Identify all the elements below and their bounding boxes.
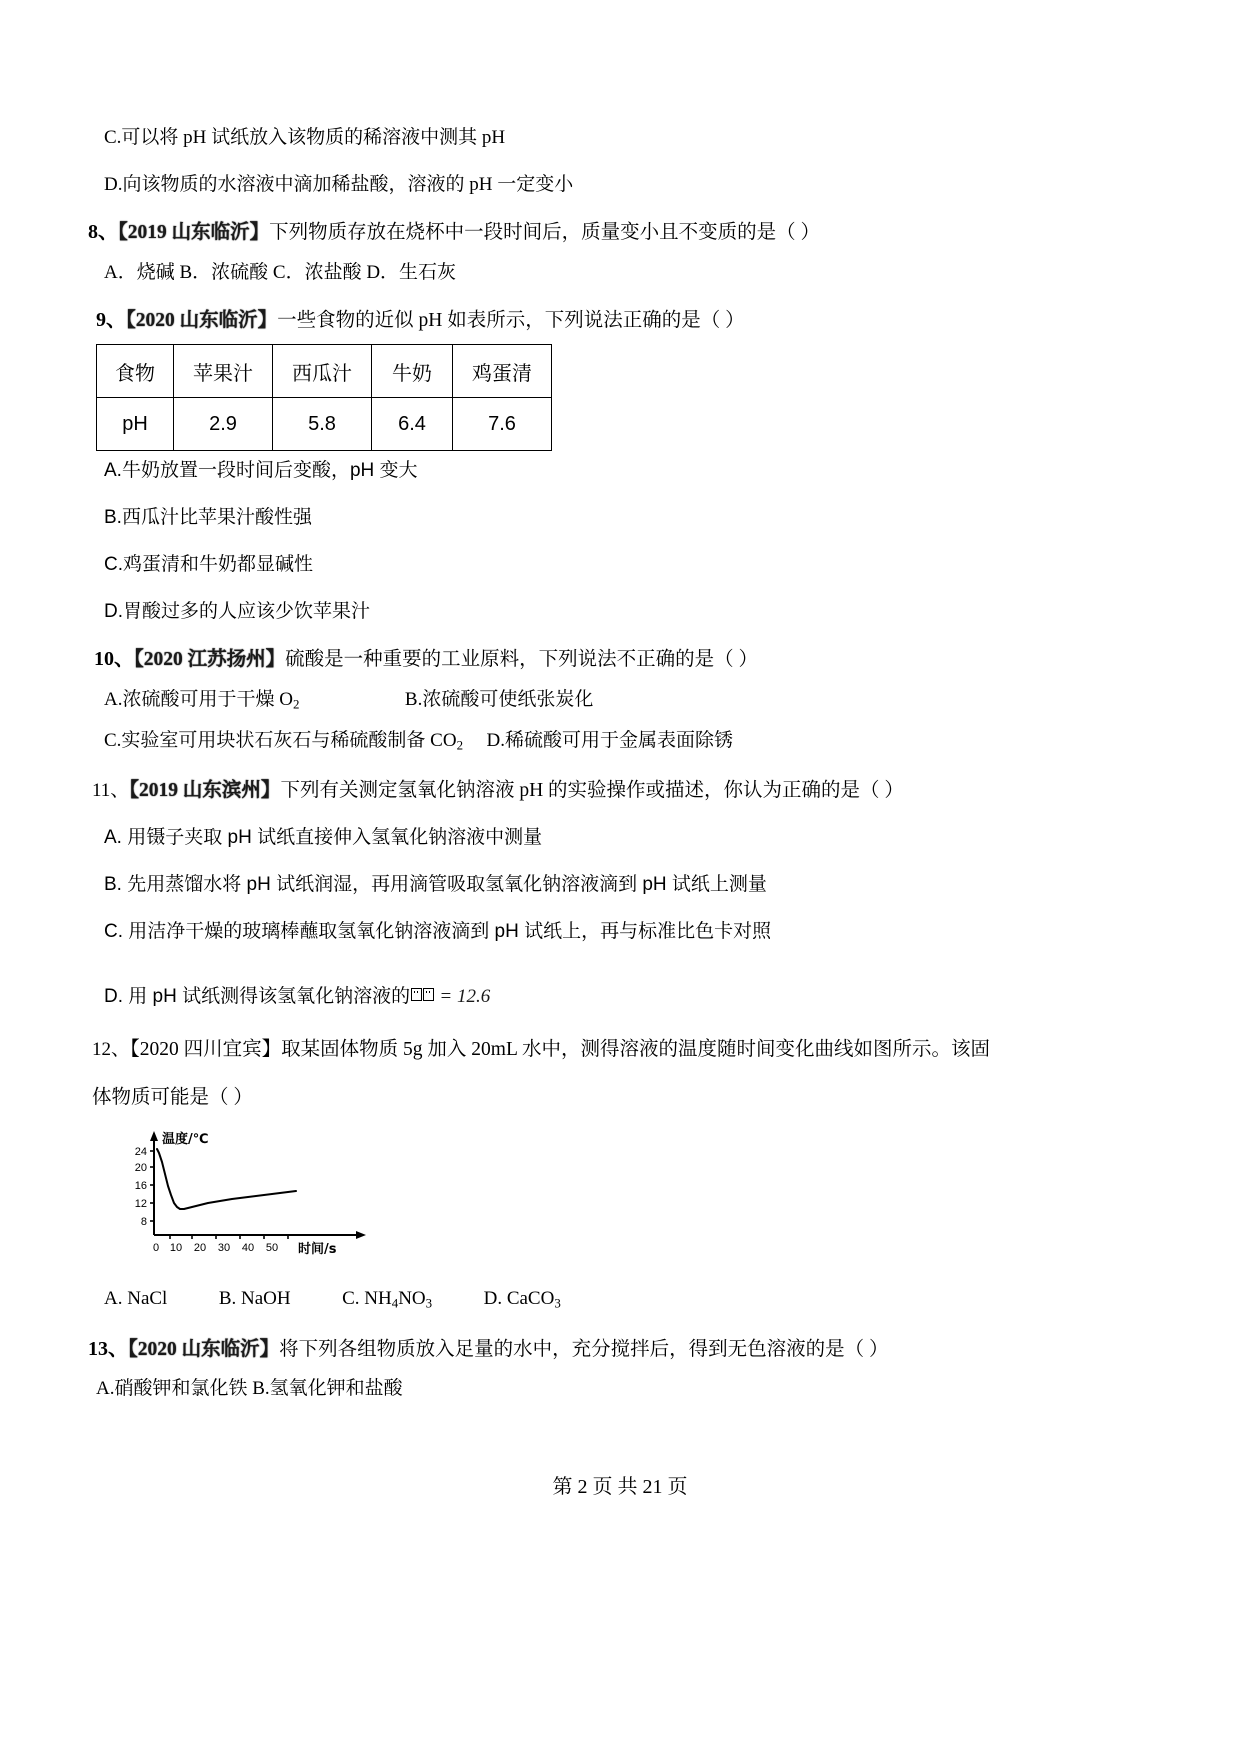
question-12-stem-line-1	[88, 1040, 1158, 1060]
question-10-number: 10、	[94, 648, 134, 670]
missing-glyph-icon-2	[423, 988, 434, 1001]
question-9-text: 一些食物的近似 pH 如表所示，下列说法正确的是（ ）	[277, 309, 745, 331]
svg-text:8: 8	[140, 1216, 147, 1229]
table-row-ph	[97, 398, 552, 451]
svg-text:12: 12	[134, 1198, 147, 1211]
question-8-source: 【2019 山东临沂】	[118, 222, 270, 243]
question-13-number: 13、	[88, 1337, 128, 1360]
page-footer: 第 2 页 共 21 页	[552, 1476, 688, 1498]
question-11-option-d-value: = 12.6	[439, 986, 491, 1008]
table-cell-ph-2: 6.4	[372, 398, 453, 451]
question-9-option-d: D.胃酸过多的人应该少饮苹果汁	[104, 601, 371, 622]
question-10-option-a: A.浓硫酸可用于干燥 $O_2$	[104, 688, 300, 712]
question-11-option-b: B. 先用蒸馏水将 pH 试纸润湿，再用滴管吸取氢氧化钠溶液滴到 pH 试纸上测量	[104, 874, 767, 896]
page-content	[88, 128, 1158, 1398]
question-11-option-a: A. 用镊子夹取 pH 试纸直接伸入氢氧化钠溶液中测量	[104, 827, 543, 849]
question-12-option-b: B. NaOH	[218, 1288, 291, 1310]
question-9-option-c: C.鸡蛋清和牛奶都显碱性	[104, 554, 314, 575]
question-12-text-1: 取某固体物质 5g 加入 20mL 水中，测得溶液的温度随时间变化曲线如图所示。该固	[281, 1039, 991, 1061]
question-8-options: A．烧碱 B．浓硫酸 C．浓盐酸 D．生石灰	[104, 261, 457, 283]
question-12-option-c: C. $NH_4NO_3$	[342, 1288, 433, 1311]
question-13-source: 【2020 山东临沂】	[128, 1338, 280, 1360]
svg-text:时间/s: 时间/s	[298, 1242, 337, 1258]
subscript-co2: 2	[456, 737, 464, 753]
subscript-no3: 3	[425, 1295, 433, 1311]
table-cell-food-2: 牛奶	[372, 345, 453, 398]
question-11-source: 【2019 山东滨州】	[129, 779, 281, 801]
svg-text:10: 10	[169, 1242, 183, 1255]
table-header-ph: pH	[97, 398, 174, 451]
subscript-caco3: 3	[554, 1295, 561, 1311]
svg-text:0: 0	[152, 1242, 160, 1255]
table-row-foods	[97, 345, 552, 398]
question-10-text: 硫酸是一种重要的工业原料，下列说法不正确的是（ ）	[285, 649, 759, 670]
svg-text:20: 20	[193, 1242, 207, 1255]
table-cell-ph-0: 2.9	[174, 398, 273, 451]
table-cell-food-3: 鸡蛋清	[453, 345, 552, 398]
table-cell-ph-3: 7.6	[453, 398, 552, 451]
ph-table	[96, 344, 552, 451]
question-8-stem	[88, 222, 1158, 243]
question-13-stem	[88, 1339, 1158, 1360]
question-12-stem-line-2: 体物质可能是（ ）	[92, 1086, 253, 1108]
question-11-stem	[88, 781, 1158, 801]
question-12-number: 12、	[92, 1039, 131, 1061]
table-cell-ph-1: 5.8	[273, 398, 372, 451]
question-12-options	[88, 1289, 1158, 1311]
question-10-options-row-1	[88, 690, 1158, 712]
question-8-number: 8、	[88, 221, 118, 243]
table-header-food: 食物	[97, 345, 174, 398]
question-10-stem	[88, 649, 1158, 670]
temperature-time-chart	[110, 1129, 440, 1259]
question-10-option-d: D.稀硫酸可用于金属表面除锈	[486, 730, 734, 752]
question-12-option-a: A. NaCl	[104, 1288, 168, 1310]
q7-option-d: D.向该物质的水溶液中滴加稀盐酸，溶液的 pH 一定变小	[104, 174, 574, 195]
question-13-text: 将下列各组物质放入足量的水中，充分搅拌后，得到无色溶液的是（ ）	[279, 1338, 889, 1360]
question-9-option-b: B.西瓜汁比苹果汁酸性强	[104, 507, 312, 528]
question-10-source: 【2020 江苏扬州】	[134, 649, 286, 670]
subscript-o2: 2	[292, 696, 300, 712]
question-9-number: 9、	[96, 308, 126, 331]
question-8-text: 下列物质存放在烧杯中一段时间后，质量变小且不变质的是（ ）	[269, 222, 821, 243]
question-13-options: A.硝酸钾和氯化铁 B.氢氧化钾和盐酸	[96, 1378, 403, 1400]
svg-text:50: 50	[265, 1242, 279, 1255]
question-9-source: 【2020 山东临沂】	[126, 309, 278, 331]
question-9-stem	[88, 310, 1158, 331]
svg-text:20: 20	[134, 1162, 147, 1175]
question-10-options-row-2	[88, 731, 1158, 753]
question-12-option-d: D. CaCO$_3$	[483, 1288, 561, 1311]
svg-text:30: 30	[217, 1242, 231, 1255]
question-11-number: 11、	[92, 779, 130, 801]
question-12-source: 【2020 四川宜宾】	[130, 1039, 282, 1061]
svg-text:16: 16	[134, 1180, 147, 1193]
question-10-option-c: C.实验室可用块状石灰石与稀硫酸制备 $CO_2$	[104, 730, 464, 753]
question-11-option-d	[88, 987, 1158, 1006]
table-cell-food-0: 苹果汁	[174, 345, 273, 398]
missing-glyph-icon	[411, 988, 422, 1001]
subscript-nh4: 4	[391, 1295, 399, 1311]
svg-text:温度/℃: 温度/℃	[162, 1132, 209, 1148]
question-10-option-b: B.浓硫酸可使纸张炭化	[404, 688, 594, 710]
question-11-option-c: C. 用洁净干燥的玻璃棒蘸取氢氧化钠溶液滴到 pH 试纸上，再与标准比色卡对照	[104, 921, 772, 943]
svg-text:24: 24	[134, 1146, 147, 1159]
svg-text:40: 40	[241, 1242, 255, 1255]
question-9-option-a: A.牛奶放置一段时间后变酸，pH 变大	[104, 460, 418, 481]
q7-option-c: C.可以将 pH 试纸放入该物质的稀溶液中测其 pH	[104, 127, 506, 148]
question-11-text: 下列有关测定氢氧化钠溶液 pH 的实验操作或描述，你认为正确的是（ ）	[280, 779, 904, 801]
question-11-option-d-text: D. 用 pH 试纸测得该氢氧化钠溶液的	[104, 986, 411, 1008]
table-cell-food-1: 西瓜汁	[273, 345, 372, 398]
